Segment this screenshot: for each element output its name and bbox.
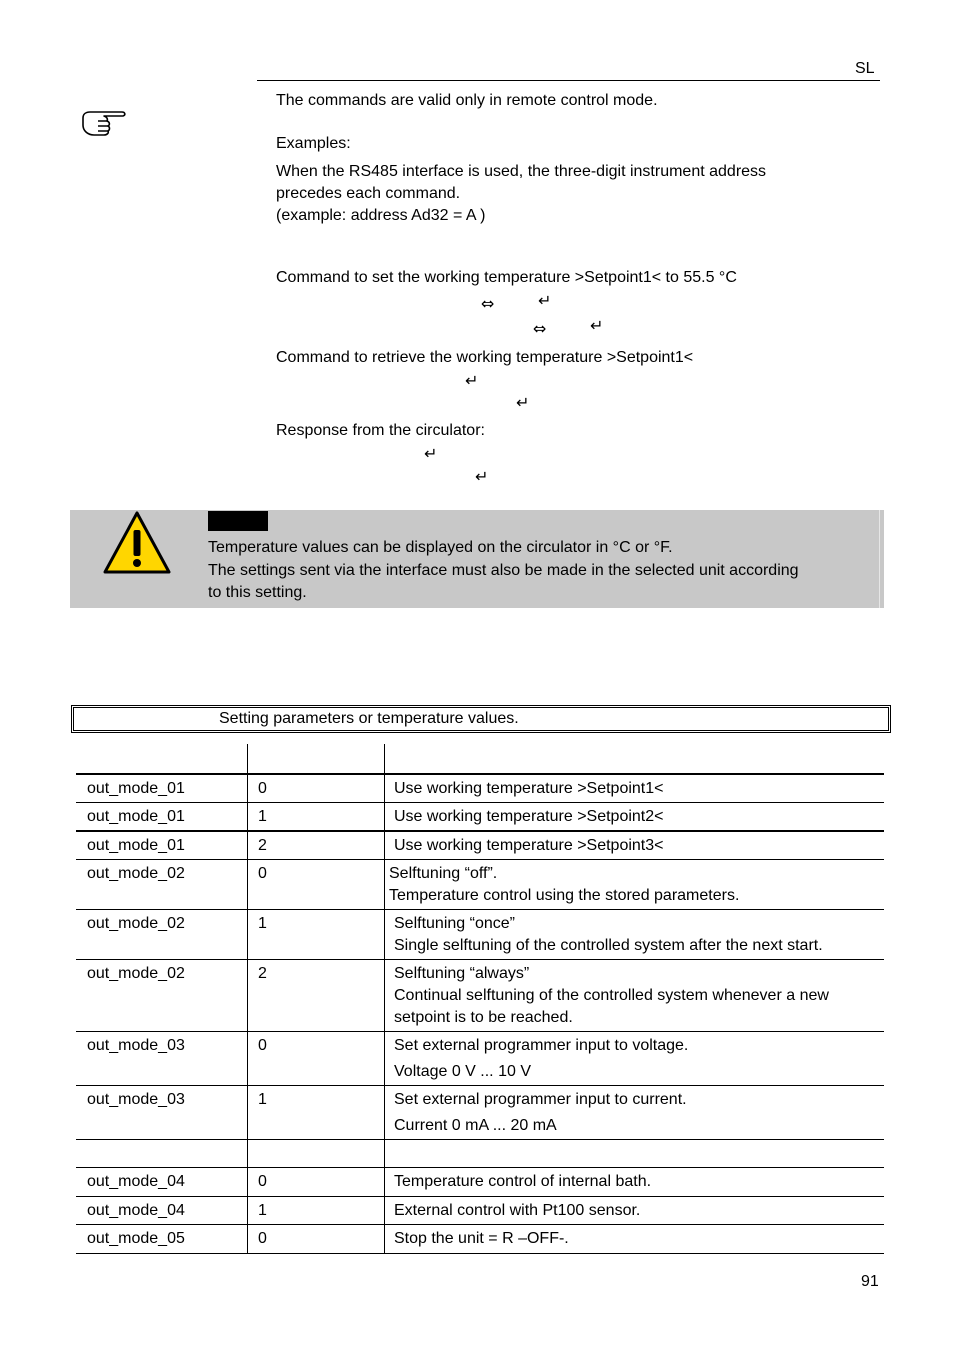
value-cell: 2 (258, 837, 267, 854)
table-column-rule (384, 744, 385, 774)
table-column-rule (384, 859, 385, 909)
get-command-heading: Command to retrieve the working temperature >Setpoint1< (276, 349, 694, 366)
description-cell: Selftuning “off”. (389, 865, 498, 882)
examples-label: Examples: (276, 135, 351, 152)
value-cell: 1 (258, 915, 267, 932)
description-cell: Current 0 mA ... 20 mA (394, 1117, 557, 1134)
table-rule (76, 830, 884, 832)
description-cell: Temperature control using the stored parameters. (389, 887, 740, 904)
table-column-rule (247, 909, 248, 959)
section-label: SL (855, 60, 875, 77)
value-cell: 0 (258, 1173, 267, 1190)
value-cell: 1 (258, 1202, 267, 1219)
table-rule (76, 802, 884, 803)
description-cell: Voltage 0 V ... 10 V (394, 1063, 531, 1080)
description-cell: Use working temperature >Setpoint1< (394, 780, 664, 797)
command-cell: out_mode_02 (87, 865, 185, 882)
description-cell: Selftuning “once” (394, 915, 515, 932)
table-column-rule (384, 1031, 385, 1085)
notice-line-2: The settings sent via the interface must also be made in the selected unit according (208, 562, 799, 579)
table-column-rule (384, 959, 385, 1031)
description-cell: Selftuning “always” (394, 965, 530, 982)
value-cell: 0 (258, 865, 267, 882)
command-cell: out_mode_04 (87, 1202, 185, 1219)
description-cell: Set external programmer input to voltage. (394, 1037, 689, 1054)
command-cell: out_mode_01 (87, 808, 185, 825)
table-column-rule (384, 1167, 385, 1196)
table-column-rule (247, 1085, 248, 1139)
command-cell: out_mode_03 (87, 1091, 185, 1108)
set-command-heading: Command to set the working temperature >Setpoint1< to 55.5 °C (276, 269, 737, 286)
description-cell: External control with Pt100 sensor. (394, 1202, 641, 1219)
rs485-line-1: When the RS485 interface is used, the three-digit instrument address (276, 163, 767, 180)
table-column-rule (384, 1196, 385, 1224)
command-cell: out_mode_05 (87, 1230, 185, 1247)
rs485-line-3: (example: address Ad32 = A ) (276, 207, 486, 224)
command-cell: out_mode_02 (87, 915, 185, 932)
value-cell: 1 (258, 1091, 267, 1108)
table-rule (76, 1253, 884, 1254)
rs485-line-2: precedes each command. (276, 185, 461, 202)
description-cell: Stop the unit = R –OFF-. (394, 1230, 569, 1247)
enter-key-icon: ↵ (424, 444, 438, 463)
table-rule (76, 859, 884, 860)
command-cell: out_mode_02 (87, 965, 185, 982)
table-column-rule (247, 802, 248, 831)
enter-key-icon: ↵ (516, 393, 530, 412)
table-rule (76, 909, 884, 910)
notice-line-1: Temperature values can be displayed on the circulator in °C or °F. (208, 539, 673, 556)
command-cell: out_mode_01 (87, 837, 185, 854)
notice-box (70, 510, 884, 608)
remote-mode-note: The commands are valid only in remote control mode. (276, 92, 658, 109)
description-cell: Set external programmer input to current. (394, 1091, 687, 1108)
description-cell: Use working temperature >Setpoint3< (394, 837, 664, 854)
table-column-rule (247, 859, 248, 909)
table-column-rule (384, 831, 385, 859)
description-cell: Use working temperature >Setpoint2< (394, 808, 664, 825)
table-column-rule (384, 1139, 385, 1167)
response-heading: Response from the circulator: (276, 422, 485, 439)
description-cell: Single selftuning of the controlled system after the next start. (394, 937, 823, 954)
table-column-rule (384, 1224, 385, 1253)
description-cell: setpoint is to be reached. (394, 1009, 573, 1026)
table-rule (76, 1031, 884, 1032)
table-column-rule (384, 774, 385, 802)
table-column-rule (247, 1139, 248, 1167)
enter-key-icon: ↵ (590, 316, 604, 335)
table-column-rule (247, 1031, 248, 1085)
swap-arrow-icon: ⇔ (481, 294, 495, 313)
table-column-rule (247, 774, 248, 802)
table-column-rule (384, 1085, 385, 1139)
enter-key-icon: ↵ (475, 467, 489, 486)
table-column-rule (247, 1196, 248, 1224)
table-column-rule (247, 1167, 248, 1196)
pointing-hand-icon (80, 104, 130, 138)
description-cell: Continual selftuning of the controlled system whenever a new (394, 987, 829, 1004)
enter-key-icon: ↵ (538, 291, 552, 310)
swap-arrow-icon: ⇔ (533, 319, 547, 338)
command-cell: out_mode_04 (87, 1173, 185, 1190)
table-rule (76, 1085, 884, 1086)
command-description: Setting parameters or temperature values. (219, 710, 519, 727)
table-rule (76, 1139, 884, 1140)
table-rule (76, 959, 884, 960)
command-description-bar (71, 705, 891, 733)
table-rule (76, 1196, 884, 1197)
command-cell: out_mode_01 (87, 780, 185, 797)
table-column-rule (247, 1224, 248, 1253)
table-column-rule (247, 744, 248, 774)
value-cell: 1 (258, 808, 267, 825)
table-rule (76, 1224, 884, 1225)
notice-tag (208, 511, 268, 531)
table-rule (76, 1167, 884, 1168)
value-cell: 0 (258, 1230, 267, 1247)
warning-icon (102, 510, 172, 576)
table-column-rule (384, 802, 385, 831)
table-rule (76, 773, 884, 775)
value-cell: 2 (258, 965, 267, 982)
value-cell: 0 (258, 780, 267, 797)
table-column-rule (384, 909, 385, 959)
notice-edge (879, 510, 880, 608)
description-cell: Temperature control of internal bath. (394, 1173, 652, 1190)
page-number: 91 (861, 1273, 879, 1290)
notice-line-3: to this setting. (208, 584, 307, 601)
command-cell: out_mode_03 (87, 1037, 185, 1054)
header-rule (257, 80, 880, 81)
value-cell: 0 (258, 1037, 267, 1054)
enter-key-icon: ↵ (465, 371, 479, 390)
table-column-rule (247, 831, 248, 859)
table-column-rule (247, 959, 248, 1031)
